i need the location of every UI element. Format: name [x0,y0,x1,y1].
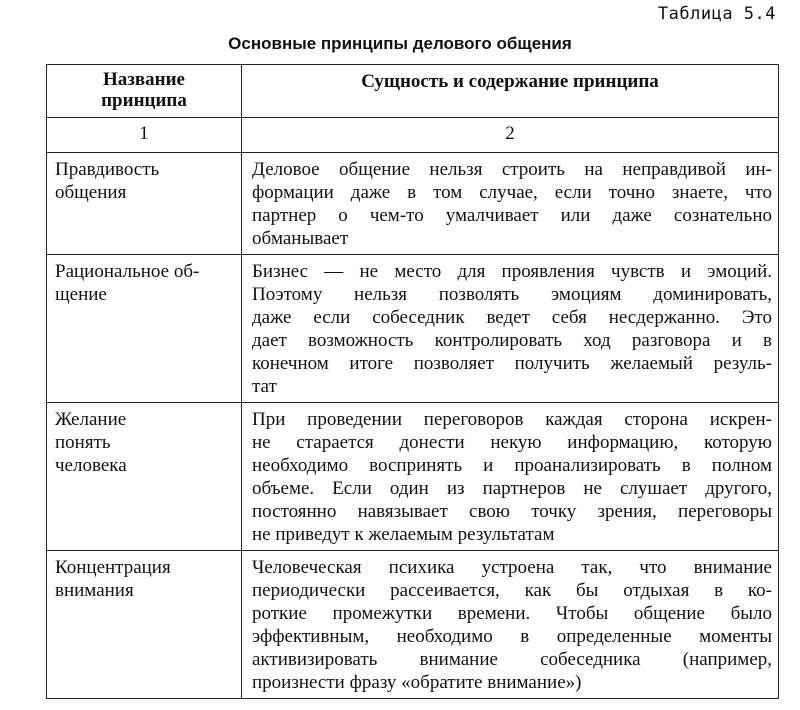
desc-line: произнести фразу «обратите внимание») [252,672,582,693]
name-line: Правдивость [55,159,160,180]
name-line: щение [55,284,107,305]
name-line: Рациональное об- [55,261,200,282]
desc-line: необходимо воспринять и проанализировать в полном [252,455,772,476]
desc-line: партнер о чем-то умалчивает или даже сознательно [252,205,772,226]
desc-line: Человеческая психика устроена так, что внимание [252,557,772,578]
name-line: общения [55,182,127,203]
desc-line: формации даже в том случае, если точно знаете, что [252,182,772,203]
desc-line: роткие промежутки времени. Чтобы общение было [252,603,772,624]
desc-line: объеме. Если один из партнеров не слушает другого, [252,478,772,499]
desc-line: тат [252,376,277,397]
table-number: Таблица 5.4 [657,4,776,24]
desc-line: не приведут к желаемым результатам [252,524,555,545]
desc-line: даже если собеседник ведет себя несдержанно. Это [252,307,772,328]
principle-name [47,403,242,551]
desc-line: эффективным, необходимо в определенные моменты [252,626,772,647]
principle-description [242,153,779,255]
principle-name [47,551,242,699]
column-number-2: 2 [242,118,779,153]
header-principle-essence: Сущность и содержание принципа [242,65,779,118]
desc-line: При проведении переговоров каждая сторона искрен- [252,409,772,430]
column-number-1: 1 [47,118,242,153]
name-line: внимания [55,580,134,601]
desc-line: Деловое общение нельзя строить на неправдивой ин- [252,159,772,180]
principle-description [242,403,779,551]
principle-name [47,153,242,255]
name-line: человека [55,455,127,476]
desc-line: Бизнес — не место для проявления чувств и эмоций. [252,261,772,282]
desc-line: периодически рассеивается, как бы отдыхая в ко- [252,580,772,601]
desc-line: не старается донести некую информацию, которую [252,432,772,453]
header-name-line: принципа [101,90,187,111]
principle-description [242,255,779,403]
table-row [47,551,779,699]
desc-line: обманывает [252,228,349,249]
desc-line: Поэтому нельзя позволять эмоциям доминировать, [252,284,772,305]
header-row [47,65,779,118]
name-line: Концентрация [55,557,171,578]
desc-line: постоянно навязывает свою точку зрения, переговоры [252,501,772,522]
table-row [47,153,779,255]
desc-line: активизировать внимание собеседника (например, [252,649,772,670]
table-row [47,255,779,403]
column-number-row [47,118,779,153]
desc-line: конечном итоге позволяет получить желаемый резуль- [252,353,772,374]
name-line: Желание [55,409,127,430]
desc-line: дает возможность контролировать ход разговора и в [252,330,772,351]
name-line: понять [55,432,111,453]
header-name-line: Название [102,69,185,90]
header-principle-name [47,65,242,118]
principle-name [47,255,242,403]
table-title: Основные принципы делового общения [228,34,572,53]
principle-description [242,551,779,699]
table-row [47,403,779,551]
principles-table [46,64,779,699]
